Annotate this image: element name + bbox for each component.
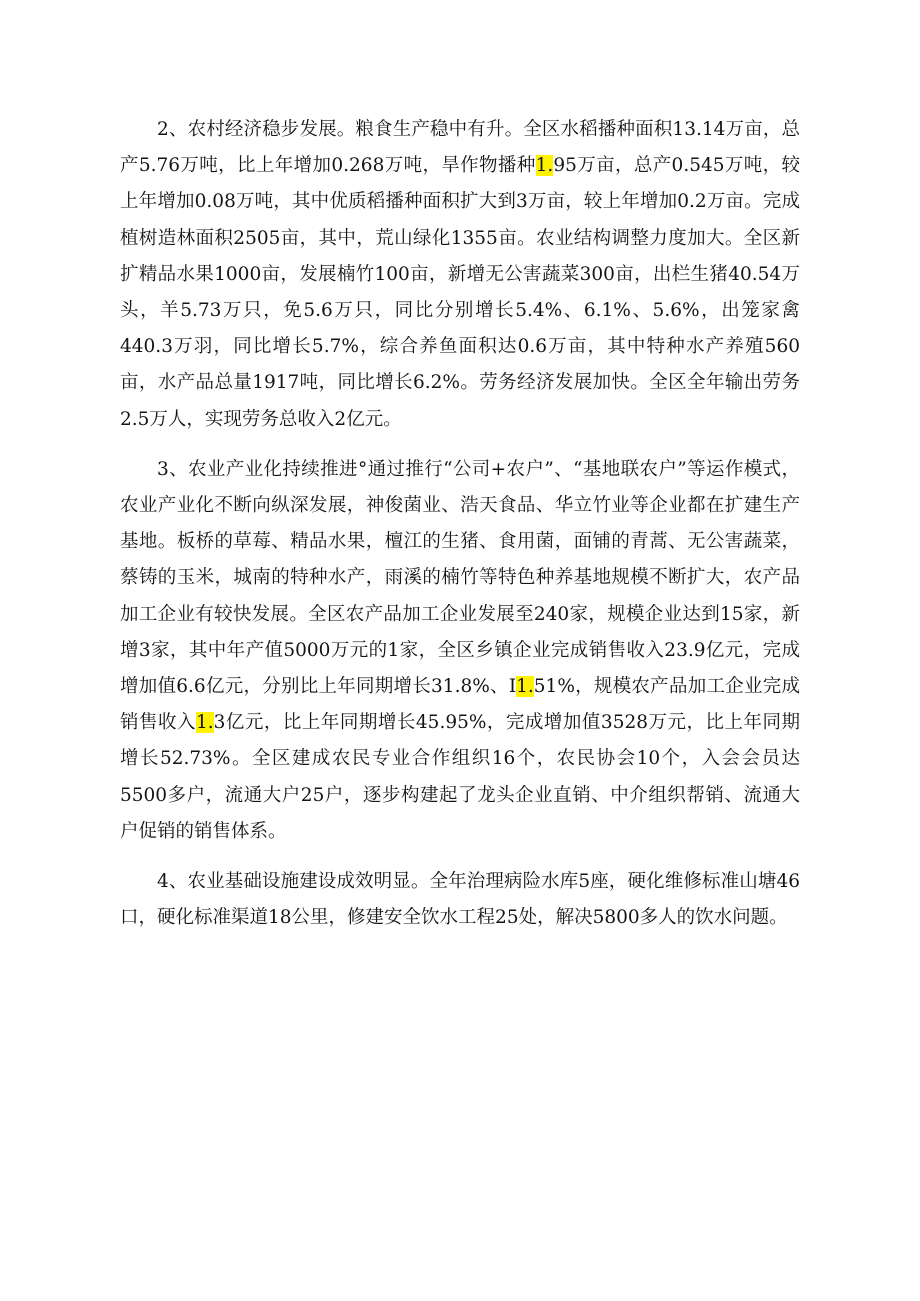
text-segment: 95万亩，总产0.545万吨，较上年增加0.08万吨，其中优质稻播种面积扩大到3万亩，较上年增加0.2万亩。完成植树造林面积2505亩，其中，荒山绿化1355亩。农业结构调整力度加大。全区新扩精品水果1000亩，发展楠竹100亩，新增无公害蔬菜300亩，出栏生猪40.54万头，羊5.73万只，免5.6万只，同比分别增长5.4%、6.1%、5.6%，出笼家禽440.3万羽，同比增长5.7%，综合养鱼面积达0.6万亩，其中特种水产养殖560亩，水产品总量1917吨，同比增长6.2%。劳务经济发展加快。全区全年输出劳务2.5万人，实现劳务总收入2亿元。: [120, 155, 800, 430]
text-segment: 51%，规模农产品加工企业完成销售收入: [120, 676, 800, 734]
highlighted-text: 1.: [196, 712, 214, 734]
paragraph-rural-economy: [120, 112, 800, 438]
highlighted-text: 1.: [535, 155, 554, 177]
highlighted-text: 1.: [516, 676, 534, 698]
paragraph-infrastructure: [120, 864, 800, 936]
paragraph-industrialization: [120, 452, 800, 850]
text-segment: 4、农业基础设施建设成效明显。全年治理病险水库5座，硬化维修标准山塘46口，硬化标准渠道18公里，修建安全饮水工程25处，解决5800多人的饮水问题。: [120, 871, 800, 929]
text-segment: 2、农村经济稳步发展。粮食生产稳中有升。全区水稻播种面积13.14万亩，总产5.76万吨，比上年增加0.268万吨，旱作物播种: [120, 119, 800, 177]
text-segment: 3亿元，比上年同期增长45.95%，完成增加值3528万元，比上年同期增长52.73%。全区建成农民专业合作组织16个，农民协会10个，入会会员达5500多户，流通大户25户，逐步构建起了龙头企业直销、中介组织帮销、流通大户促销的销售体系。: [120, 712, 800, 842]
document-body: [120, 112, 800, 950]
text-segment: 3、农业产业化持续推进°通过推行“公司+农户”、“基地联农户”等运作模式，农业产业化不断向纵深发展，神俊菌业、浩天食品、华立竹业等企业都在扩建生产基地。板桥的草莓、精品水果，檀江的生猪、食用菌，面铺的青蒿、无公害蔬菜，蔡铸的玉米，城南的特种水产，雨溪的楠竹等特色种养基地规模不断扩大，农产品加工企业有较快发展。全区农产品加工企业发展至240家，规模企业达到15家，新增3家，其中年产值5000万元的1家，全区乡镇企业完成销售收入23.9亿元，完成增加值6.6亿元，分别比上年同期增长31.8%、I: [120, 458, 800, 698]
